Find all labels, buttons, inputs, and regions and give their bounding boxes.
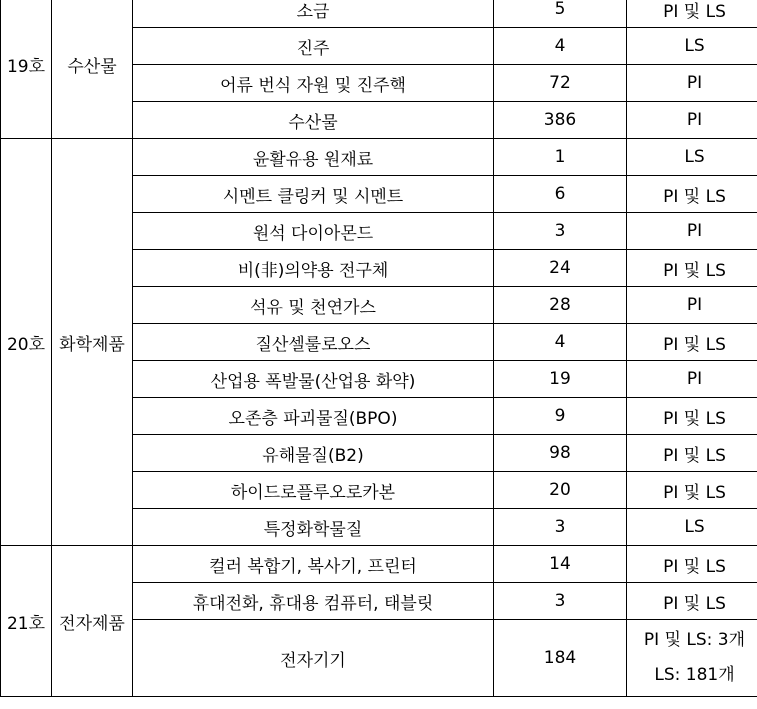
item-method: PI 및 LS bbox=[627, 472, 757, 509]
item-method: PI 및 LS bbox=[627, 583, 757, 620]
item-name: 전자기기 bbox=[133, 620, 494, 697]
group-number: 20호 bbox=[1, 139, 52, 546]
item-name: 오존층 파괴물질(BPO) bbox=[133, 398, 494, 435]
group-category: 전자제품 bbox=[52, 546, 133, 697]
item-name: 유해물질(B2) bbox=[133, 435, 494, 472]
item-count: 3 bbox=[494, 509, 627, 546]
item-count: 1 bbox=[494, 139, 627, 176]
item-method: PI bbox=[627, 65, 757, 102]
item-name: 원석 다이아몬드 bbox=[133, 213, 494, 250]
item-count: 24 bbox=[494, 250, 627, 287]
item-name: 시멘트 클링커 및 시멘트 bbox=[133, 176, 494, 213]
item-name: 하이드로플루오로카본 bbox=[133, 472, 494, 509]
item-count: 386 bbox=[494, 102, 627, 139]
item-count: 4 bbox=[494, 28, 627, 65]
item-count: 14 bbox=[494, 546, 627, 583]
item-count: 3 bbox=[494, 213, 627, 250]
item-method: PI 및 LS bbox=[627, 324, 757, 361]
item-count: 20 bbox=[494, 472, 627, 509]
item-method: LS bbox=[627, 139, 757, 176]
item-count: 6 bbox=[494, 176, 627, 213]
group-number: 19호 bbox=[1, 0, 52, 139]
item-count: 28 bbox=[494, 287, 627, 324]
item-name: 휴대전화, 휴대용 컴퓨터, 태블릿 bbox=[133, 583, 494, 620]
item-method: PI 및 LS bbox=[627, 250, 757, 287]
item-method: PI 및 LS bbox=[627, 546, 757, 583]
item-count: 98 bbox=[494, 435, 627, 472]
table-row bbox=[1, 0, 757, 28]
item-method: LS bbox=[627, 28, 757, 65]
item-method: LS bbox=[627, 509, 757, 546]
item-count: 4 bbox=[494, 324, 627, 361]
item-name: 컬러 복합기, 복사기, 프린터 bbox=[133, 546, 494, 583]
item-method-line: LS: 181개 bbox=[654, 665, 735, 685]
item-method: PI 및 LS bbox=[627, 435, 757, 472]
item-name: 어류 번식 자원 및 진주핵 bbox=[133, 65, 494, 102]
item-count: 3 bbox=[494, 583, 627, 620]
item-method: PI bbox=[627, 361, 757, 398]
item-name: 석유 및 천연가스 bbox=[133, 287, 494, 324]
item-count: 72 bbox=[494, 65, 627, 102]
item-name: 산업용 폭발물(산업용 화약) bbox=[133, 361, 494, 398]
table-row bbox=[1, 546, 757, 583]
table-row bbox=[1, 139, 757, 176]
item-count: 9 bbox=[494, 398, 627, 435]
group-category: 수산물 bbox=[52, 0, 133, 139]
item-method: PI 및 LS bbox=[627, 176, 757, 213]
item-method-line: PI 및 LS: 3개 bbox=[643, 630, 746, 650]
item-count: 184 bbox=[494, 620, 627, 697]
item-name: 수산물 bbox=[133, 102, 494, 139]
item-count: 19 bbox=[494, 361, 627, 398]
item-method: PI 및 LS bbox=[627, 398, 757, 435]
item-method bbox=[627, 620, 757, 697]
item-method: PI bbox=[627, 287, 757, 324]
item-method: PI bbox=[627, 213, 757, 250]
group-category: 화학제품 bbox=[52, 139, 133, 546]
item-count: 5 bbox=[494, 0, 627, 28]
item-method: PI 및 LS bbox=[627, 0, 757, 28]
item-name: 윤활유용 원재료 bbox=[133, 139, 494, 176]
item-name: 진주 bbox=[133, 28, 494, 65]
item-name: 소금 bbox=[133, 0, 494, 28]
item-method: PI bbox=[627, 102, 757, 139]
item-name: 비(非)의약용 전구체 bbox=[133, 250, 494, 287]
item-name: 질산셀룰로오스 bbox=[133, 324, 494, 361]
item-name: 특정화학물질 bbox=[133, 509, 494, 546]
group-number: 21호 bbox=[1, 546, 52, 697]
